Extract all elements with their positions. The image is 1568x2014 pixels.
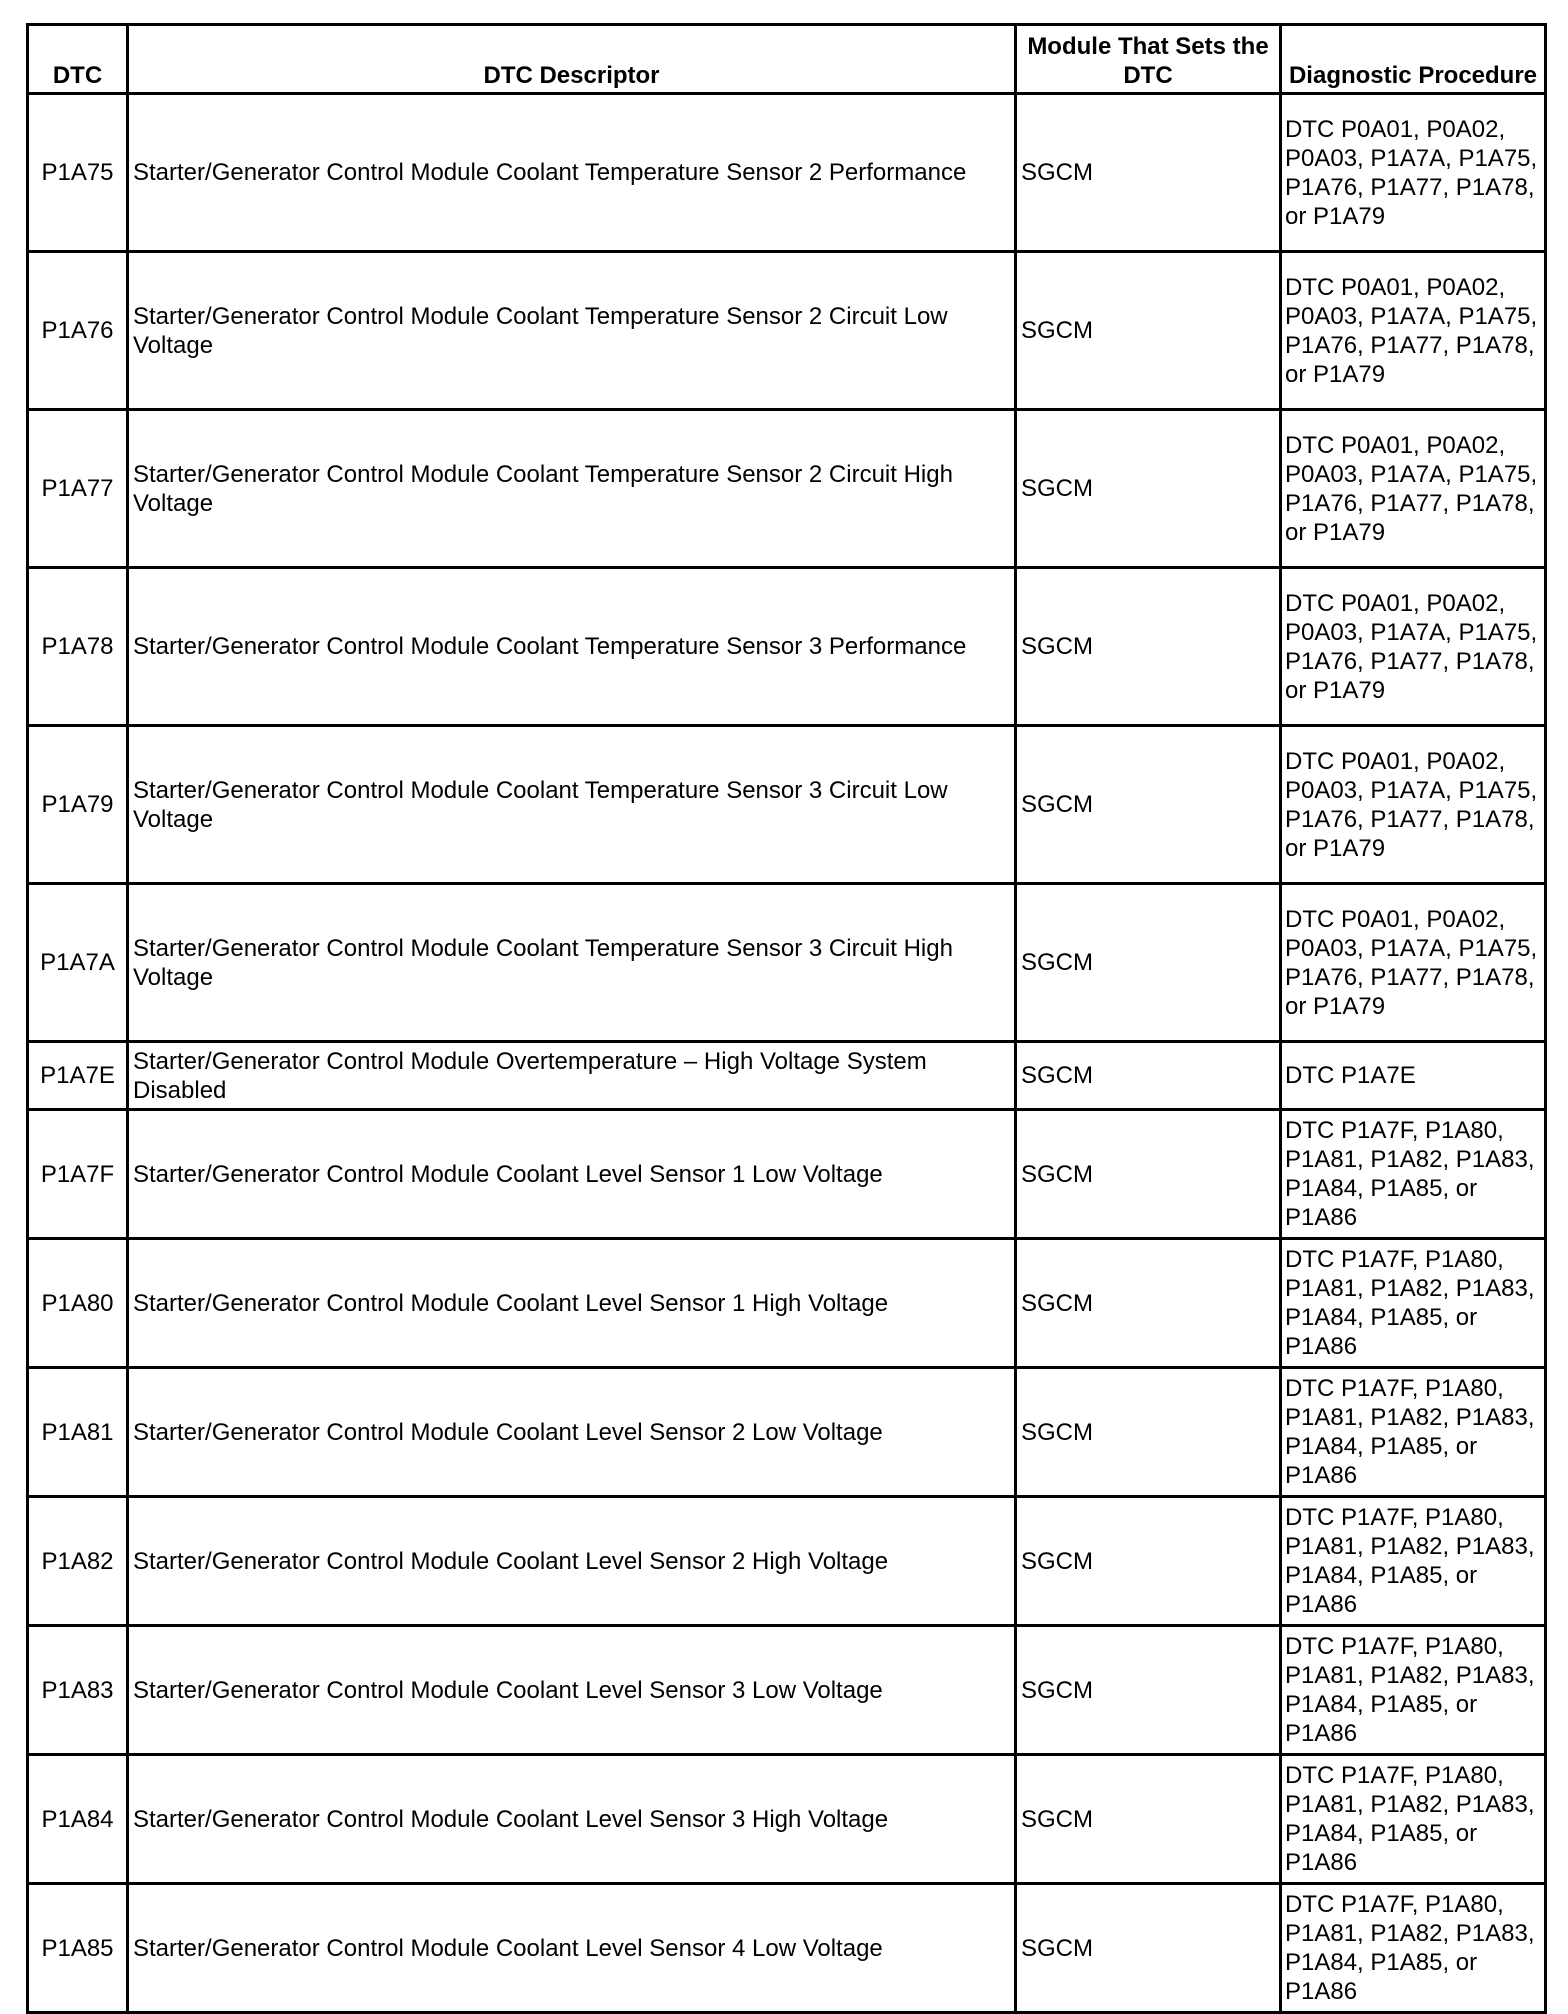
dtc-descriptor: Starter/Generator Control Module Coolant Level Sensor 4 Low Voltage xyxy=(128,1884,1016,2013)
dtc-module: SGCM xyxy=(1016,1110,1281,1239)
dtc-code: P1A83 xyxy=(28,1626,128,1755)
dtc-module: SGCM xyxy=(1016,1239,1281,1368)
table-row xyxy=(28,410,1546,568)
dtc-procedure: DTC P1A7F, P1A80, P1A81, P1A82, P1A83, P1A84, P1A85, or P1A86 xyxy=(1281,1755,1546,1884)
table-row xyxy=(28,1239,1546,1368)
dtc-procedure: DTC P0A01, P0A02, P0A03, P1A7A, P1A75, P1A76, P1A77, P1A78, or P1A79 xyxy=(1281,568,1546,726)
header-dtc: DTC xyxy=(28,25,128,94)
dtc-code: P1A75 xyxy=(28,94,128,252)
header-row xyxy=(28,25,1546,94)
table-row xyxy=(28,1755,1546,1884)
dtc-code: P1A82 xyxy=(28,1497,128,1626)
dtc-procedure: DTC P1A7F, P1A80, P1A81, P1A82, P1A83, P1A84, P1A85, or P1A86 xyxy=(1281,1626,1546,1755)
dtc-procedure: DTC P1A7F, P1A80, P1A81, P1A82, P1A83, P1A84, P1A85, or P1A86 xyxy=(1281,1239,1546,1368)
dtc-code: P1A78 xyxy=(28,568,128,726)
dtc-descriptor: Starter/Generator Control Module Coolant Temperature Sensor 2 Circuit Low Voltage xyxy=(128,252,1016,410)
dtc-code: P1A80 xyxy=(28,1239,128,1368)
dtc-descriptor: Starter/Generator Control Module Coolant Temperature Sensor 3 Circuit High Voltage xyxy=(128,884,1016,1042)
dtc-code: P1A81 xyxy=(28,1368,128,1497)
header-module: Module That Sets the DTC xyxy=(1016,25,1281,94)
dtc-descriptor: Starter/Generator Control Module Coolant Level Sensor 1 High Voltage xyxy=(128,1239,1016,1368)
dtc-code: P1A7F xyxy=(28,1110,128,1239)
table-row xyxy=(28,252,1546,410)
dtc-module: SGCM xyxy=(1016,94,1281,252)
header-procedure: Diagnostic Procedure xyxy=(1281,25,1546,94)
header-descriptor: DTC Descriptor xyxy=(128,25,1016,94)
dtc-procedure: DTC P0A01, P0A02, P0A03, P1A7A, P1A75, P1A76, P1A77, P1A78, or P1A79 xyxy=(1281,252,1546,410)
dtc-procedure: DTC P0A01, P0A02, P0A03, P1A7A, P1A75, P1A76, P1A77, P1A78, or P1A79 xyxy=(1281,410,1546,568)
dtc-module: SGCM xyxy=(1016,884,1281,1042)
dtc-code: P1A7E xyxy=(28,1042,128,1110)
dtc-descriptor: Starter/Generator Control Module Coolant Level Sensor 3 Low Voltage xyxy=(128,1626,1016,1755)
table-row xyxy=(28,1042,1546,1110)
dtc-module: SGCM xyxy=(1016,410,1281,568)
dtc-module: SGCM xyxy=(1016,252,1281,410)
table-row xyxy=(28,726,1546,884)
dtc-module: SGCM xyxy=(1016,568,1281,726)
dtc-module: SGCM xyxy=(1016,1755,1281,1884)
dtc-descriptor: Starter/Generator Control Module Coolant Level Sensor 1 Low Voltage xyxy=(128,1110,1016,1239)
dtc-code: P1A77 xyxy=(28,410,128,568)
dtc-module: SGCM xyxy=(1016,1368,1281,1497)
dtc-descriptor: Starter/Generator Control Module Coolant Level Sensor 2 High Voltage xyxy=(128,1497,1016,1626)
dtc-descriptor: Starter/Generator Control Module Coolant Level Sensor 2 Low Voltage xyxy=(128,1368,1016,1497)
dtc-descriptor: Starter/Generator Control Module Overtemperature – High Voltage System Disabled xyxy=(128,1042,1016,1110)
table-row xyxy=(28,884,1546,1042)
dtc-procedure: DTC P1A7F, P1A80, P1A81, P1A82, P1A83, P1A84, P1A85, or P1A86 xyxy=(1281,1497,1546,1626)
dtc-procedure: DTC P0A01, P0A02, P0A03, P1A7A, P1A75, P1A76, P1A77, P1A78, or P1A79 xyxy=(1281,94,1546,252)
table-row xyxy=(28,1884,1546,2013)
table-row xyxy=(28,94,1546,252)
dtc-descriptor: Starter/Generator Control Module Coolant Level Sensor 3 High Voltage xyxy=(128,1755,1016,1884)
dtc-code: P1A79 xyxy=(28,726,128,884)
dtc-code: P1A7A xyxy=(28,884,128,1042)
dtc-descriptor: Starter/Generator Control Module Coolant Temperature Sensor 3 Performance xyxy=(128,568,1016,726)
dtc-code: P1A76 xyxy=(28,252,128,410)
dtc-procedure: DTC P1A7F, P1A80, P1A81, P1A82, P1A83, P1A84, P1A85, or P1A86 xyxy=(1281,1884,1546,2013)
table-row xyxy=(28,1626,1546,1755)
dtc-code: P1A84 xyxy=(28,1755,128,1884)
dtc-procedure: DTC P1A7E xyxy=(1281,1042,1546,1110)
dtc-table xyxy=(26,23,1547,2014)
dtc-procedure: DTC P1A7F, P1A80, P1A81, P1A82, P1A83, P1A84, P1A85, or P1A86 xyxy=(1281,1110,1546,1239)
dtc-module: SGCM xyxy=(1016,1626,1281,1755)
dtc-procedure: DTC P0A01, P0A02, P0A03, P1A7A, P1A75, P1A76, P1A77, P1A78, or P1A79 xyxy=(1281,884,1546,1042)
dtc-module: SGCM xyxy=(1016,1497,1281,1626)
table-row xyxy=(28,1110,1546,1239)
dtc-module: SGCM xyxy=(1016,726,1281,884)
dtc-procedure: DTC P1A7F, P1A80, P1A81, P1A82, P1A83, P1A84, P1A85, or P1A86 xyxy=(1281,1368,1546,1497)
table-row xyxy=(28,1368,1546,1497)
dtc-descriptor: Starter/Generator Control Module Coolant Temperature Sensor 3 Circuit Low Voltage xyxy=(128,726,1016,884)
dtc-procedure: DTC P0A01, P0A02, P0A03, P1A7A, P1A75, P1A76, P1A77, P1A78, or P1A79 xyxy=(1281,726,1546,884)
dtc-module: SGCM xyxy=(1016,1042,1281,1110)
dtc-descriptor: Starter/Generator Control Module Coolant Temperature Sensor 2 Performance xyxy=(128,94,1016,252)
dtc-module: SGCM xyxy=(1016,1884,1281,2013)
table-row xyxy=(28,1497,1546,1626)
dtc-descriptor: Starter/Generator Control Module Coolant Temperature Sensor 2 Circuit High Voltage xyxy=(128,410,1016,568)
dtc-code: P1A85 xyxy=(28,1884,128,2013)
table-row xyxy=(28,568,1546,726)
